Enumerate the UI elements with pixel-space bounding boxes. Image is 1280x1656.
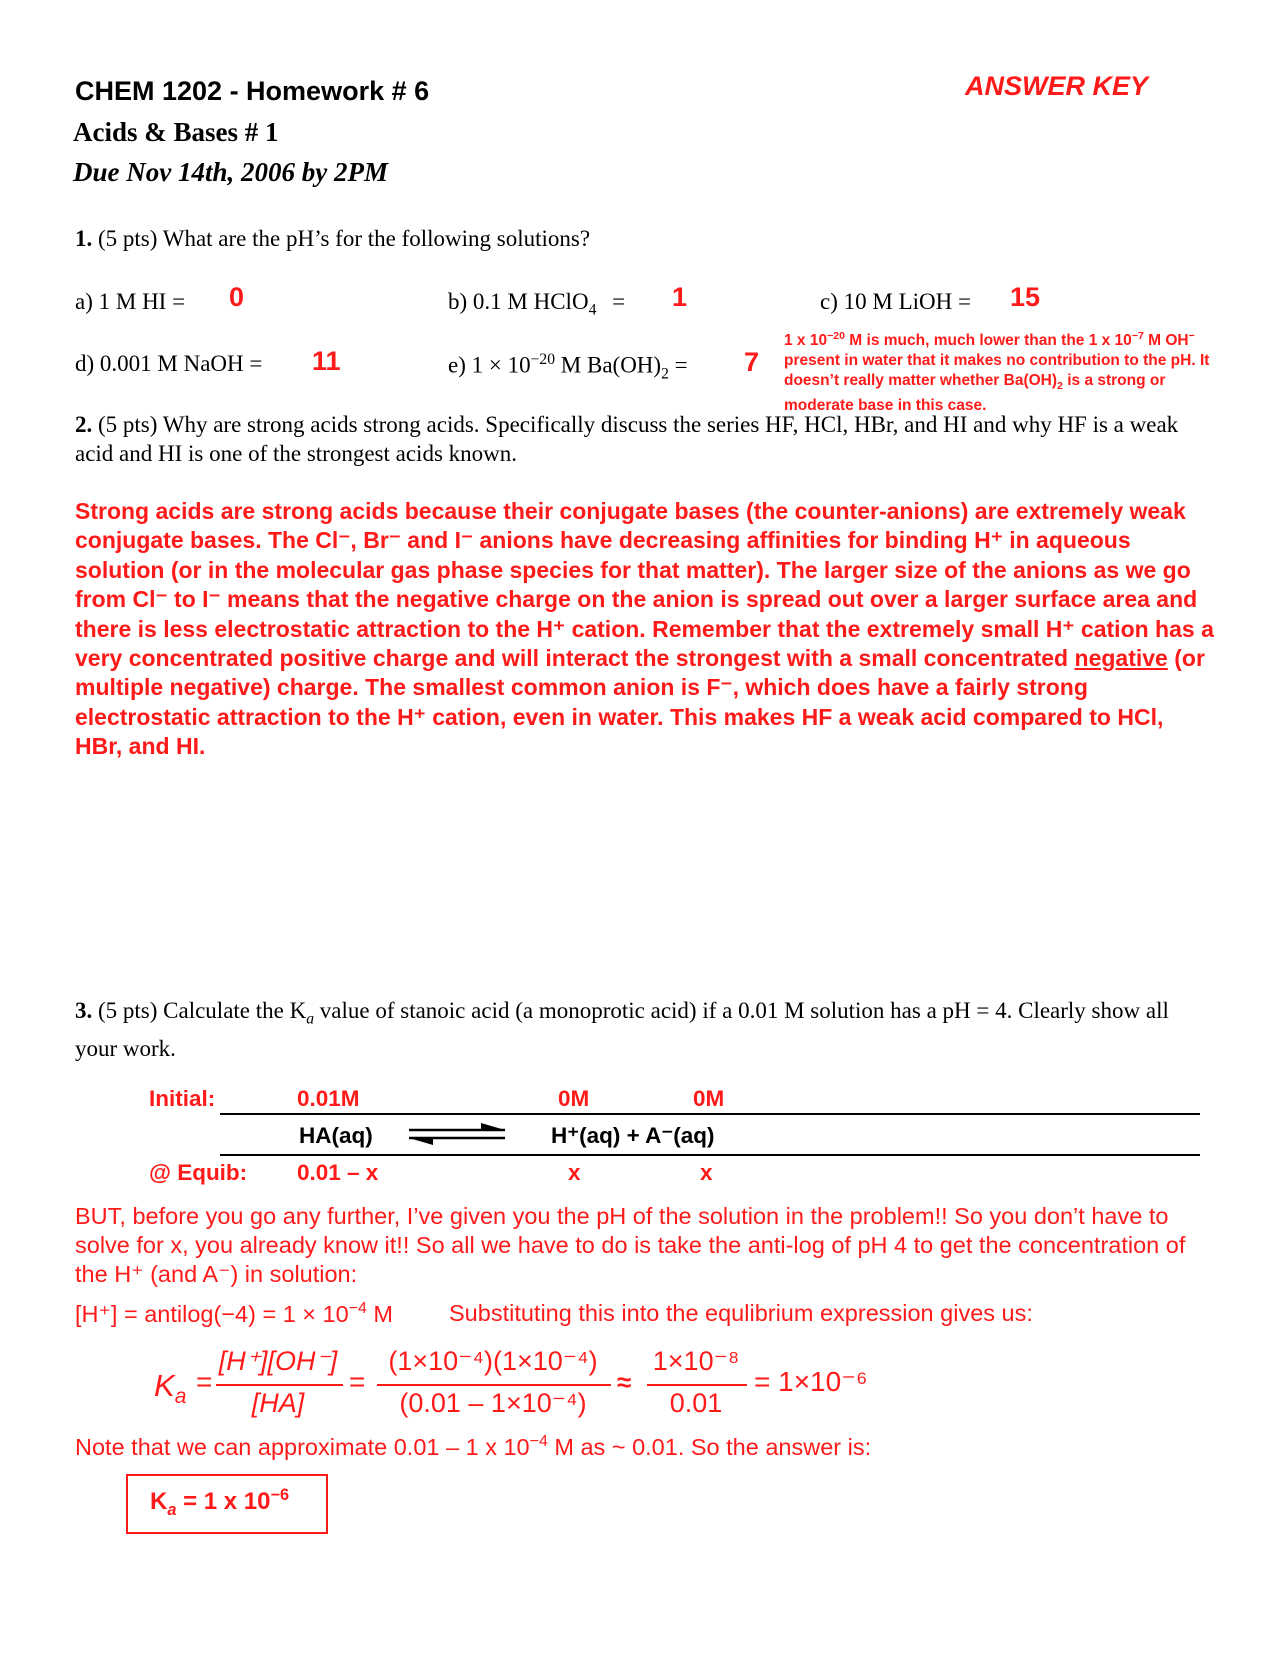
final-k: K [150, 1488, 168, 1515]
ice-equib-ha: 0.01 – x [297, 1160, 379, 1185]
ka-result: = 1×10⁻⁶ [754, 1366, 868, 1397]
question-2-answer [75, 497, 1215, 762]
q1-a-label: a) 1 M HI = [75, 289, 186, 314]
approx-note-pre: Note that we can approximate 0.01 – 1 x 10 [75, 1433, 530, 1460]
note-text-4: present in water that it makes no contribution to the pH. It doesn’t really matter whether Ba(OH) [784, 352, 1210, 390]
q1-c-label: c) 10 M LiOH = [820, 289, 971, 314]
q1-d-answer: 11 [312, 346, 341, 376]
ice-initial-a: 0M [693, 1086, 725, 1111]
q1-e-label [448, 351, 688, 383]
approx-symbol: ≈ [617, 1367, 632, 1397]
topic-title: Acids & Bases # 1 [73, 117, 279, 147]
note-text-3: M OH [1143, 332, 1189, 350]
question-1 [75, 226, 590, 252]
ice-products: H⁺(aq) + A⁻(aq) [551, 1123, 715, 1148]
due-date: Due Nov 14th, 2006 by 2PM [73, 157, 388, 187]
conc-post: M [366, 1301, 394, 1327]
approx-note-post: M as ~ 0.01. So the answer is: [547, 1433, 872, 1460]
final-answer [150, 1486, 289, 1520]
h-concentration [75, 1300, 393, 1328]
answer-2-part-1: Strong acids are strong acids because their conjugate bases (the counter-anions) are extremely weak conjugate bases. The Cl⁻, Br⁻ and I⁻ anions have decreasing affinities for binding H⁺ in aqueous solution (or in the molecular gas phase species for that matter). The larger size of the anions as we go from Cl⁻ to I⁻ means that the negative charge on the anion is spread out over a larger surface area and there is less electrostatic attraction to the H⁺ cation. Remember that the extremely small H⁺ cation has a very concentrated positive charge and will interact the strongest with a small concentrated [75, 498, 1214, 672]
question-3-number: 3. [75, 998, 93, 1023]
ka-equals-2: = [349, 1366, 366, 1397]
final-sub: a [167, 1500, 177, 1519]
ka-equals-1: = [196, 1366, 213, 1397]
fraction-1-denominator: [HA] [251, 1388, 305, 1418]
note-text-1: 1 x 10 [784, 332, 828, 350]
note-sub: 2 [1057, 380, 1063, 393]
q1-d-label: d) 0.001 M NaOH = [75, 351, 263, 376]
ice-top-rule [220, 1113, 1200, 1115]
approximation-note [75, 1433, 871, 1461]
fraction-3-bar [647, 1384, 747, 1386]
note-text-2: M is much, much lower than the 1 x 10 [844, 332, 1132, 350]
course-title: CHEM 1202 - Homework # 6 [75, 76, 430, 106]
ice-equib-h: x [568, 1160, 581, 1185]
q1-b-text: b) 0.1 M HClO [448, 289, 589, 314]
q1-b-equals: = [612, 289, 626, 314]
q1-c-answer: 15 [1010, 282, 1041, 312]
question-1-prompt: (5 pts) What are the pH’s for the following solutions? [98, 226, 591, 251]
question-3-prompt [75, 998, 1169, 1061]
q3-prompt-sub: a [306, 1010, 315, 1028]
note-sup-3: − [1188, 330, 1195, 342]
ka-symbol: $K_a$ [154, 1368, 187, 1409]
ice-initial-ha: 0.01M [297, 1086, 360, 1111]
conc-pre: [H⁺] = antilog(−4) = 1 × 10 [75, 1301, 349, 1327]
final-sup: −6 [270, 1486, 290, 1504]
note-sup-2: −7 [1131, 330, 1144, 342]
q1-b-label [448, 289, 625, 320]
ice-initial-h: 0M [558, 1086, 590, 1111]
final-mid: = 1 x 10 [176, 1488, 271, 1515]
q1-a-answer: 0 [229, 282, 245, 312]
fraction-2-bar [377, 1384, 611, 1386]
question-2 [75, 410, 1205, 468]
q3-prompt-pre: (5 pts) Calculate the K [98, 998, 307, 1023]
fraction-3-numerator: 1×10⁻⁸ [652, 1346, 740, 1376]
answer-key-label: ANSWER KEY [965, 71, 1149, 101]
ice-equib-a: x [700, 1160, 713, 1185]
note-sup-1: −20 [827, 330, 845, 342]
equilibrium-arrow-icon [405, 1120, 510, 1148]
ice-equib-label: @ Equib: [149, 1160, 248, 1185]
q3-explanation: BUT, before you go any further, I’ve given you the pH of the solution in the problem!! So you don’t have to solve for x, you already know it!! So all we have to do is take the anti-log of pH 4 to get the concentration of the H⁺ (and A⁻) in solution: [75, 1203, 1186, 1287]
question-2-number: 2. [75, 412, 93, 437]
fraction-2-denominator: (0.01 – 1×10⁻⁴) [399, 1388, 587, 1418]
q1-b-answer: 1 [672, 282, 688, 312]
q1-e-text: e) 1 × 10 [448, 352, 531, 378]
fraction-2-numerator: (1×10⁻⁴)(1×10⁻⁴) [388, 1346, 598, 1376]
q1-e-equals: = [668, 352, 688, 378]
q1-e-answer: 7 [744, 347, 760, 377]
q1-e-subscript: 2 [661, 365, 669, 383]
substituting-text: Substituting this into the equlibrium expression gives us: [449, 1300, 1033, 1326]
ice-initial-label: Initial: [149, 1086, 216, 1111]
question-3 [75, 996, 1205, 1063]
fraction-3-denominator: 0.01 [669, 1388, 723, 1418]
answer-2-part-2: (or multiple negative) charge. The smallest common anion is F⁻, which does have a fairly strong electrostatic attraction to the H⁺ cation, even in water. This makes HF a weak acid compared to HCl, HBr, and HI. [75, 645, 1205, 760]
question-2-prompt: (5 pts) Why are strong acids strong acids. Specifically discuss the series HF, HCl, HBr, and HI and why HF is a weak acid and HI is one of the strongest acids known. [75, 412, 1179, 466]
conc-sup: −4 [348, 1300, 367, 1318]
q1-e-superscript: −20 [530, 351, 556, 368]
note-text-5: is a strong or moderate base in this case. [784, 372, 1166, 415]
question-1-number: 1. [75, 226, 93, 251]
ice-bottom-rule [220, 1154, 1200, 1156]
q3-prompt-post: value of stanoic acid (a monoprotic acid) if a 0.01 M solution has a pH = 4. Clearly show all your work. [75, 998, 1169, 1061]
approx-note-sup: −4 [529, 1433, 548, 1450]
q1-e-mid: M Ba(OH) [555, 352, 662, 378]
q1-b-subscript: 4 [588, 301, 597, 319]
ice-reactant: HA(aq) [299, 1123, 373, 1148]
answer-2-underlined: negative [1074, 645, 1168, 672]
q1-e-note [784, 326, 1214, 416]
fraction-1-numerator: [H⁺][OH⁻] [218, 1346, 338, 1376]
fraction-1-bar [216, 1384, 343, 1386]
